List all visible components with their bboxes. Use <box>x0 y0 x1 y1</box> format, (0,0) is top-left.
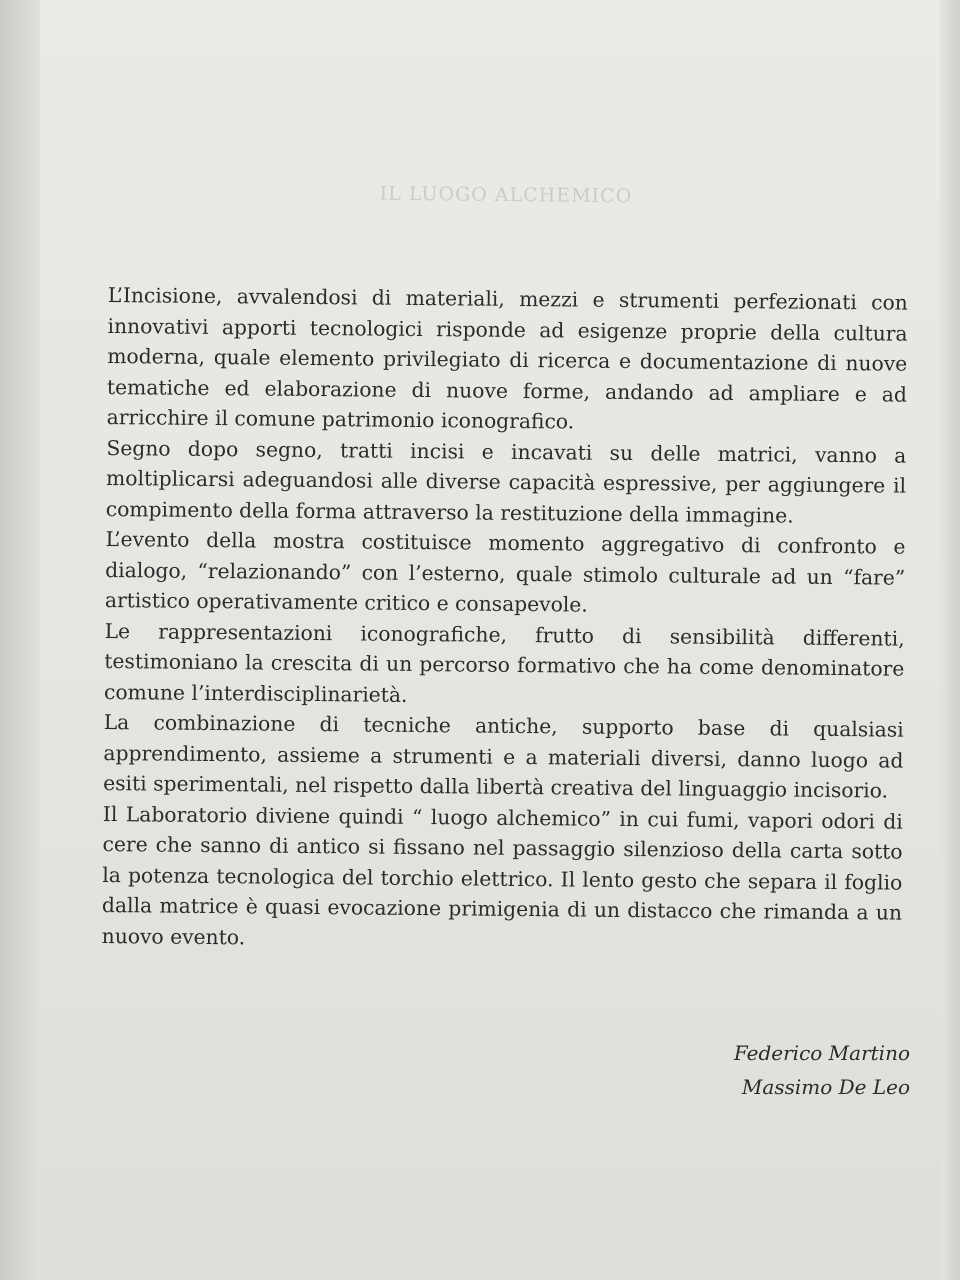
author-name: Massimo De Leo <box>741 1075 910 1099</box>
signatures <box>660 1036 910 1104</box>
paragraph: L’Incisione, avvalendosi di materiali, mezzi e strumenti perfezionati con innovativi apporti tecnologici risponde ad esigenze proprie della cultura moderna, quale elemento privilegiato di ricerca e documentazione di nuove tematiche ed elaborazione di nuove forme, andando ad ampliare e ad arricchire il comune patrimonio iconografico. <box>106 282 908 434</box>
page-title: IL LUOGO ALCHEMICO <box>379 182 633 208</box>
paragraph: L’evento della mostra costituisce momento aggregativo di confronto e dialogo, “relazionando” con l’esterno, quale stimolo culturale ad un “fare” artistico operativamente critico e consapevole. <box>104 526 906 617</box>
body-text <box>102 280 908 959</box>
author-name: Federico Martino <box>733 1041 910 1065</box>
paragraph: Il Laboratorio diviene quindi “ luogo alchemico” in cui fumi, vapori odori di cere che sanno di antico si fissano nel passaggio silenzioso della carta sotto la potenza tecnologica del torchio elettrico. Il lento gesto che separa il foglio dalla matrice è quasi evocazione primigenia di un distacco che rimanda a un nuovo evento. <box>101 801 903 949</box>
paragraph: La combinazione di tecniche antiche, supporto base di qualsiasi apprendimento, assieme a strumenti e a materiali diversi, danno luogo ad esiti sperimentali, nel rispetto dalla libertà creativa del linguaggio incisorio. <box>103 709 904 803</box>
paragraph: Le rappresentazioni iconografiche, frutto di sensibilità differenti, testimoniano la crescita di un percorso formativo che ha come denominatore comune l’interdisciplinarietà. <box>103 618 905 707</box>
paragraph: Segno dopo segno, tratti incisi e incavati su delle matrici, vanno a moltiplicarsi adeguandosi alle diverse capacità espressive, per aggiungere il compimento della forma attraverso la restituzione della immagine. <box>105 435 907 528</box>
